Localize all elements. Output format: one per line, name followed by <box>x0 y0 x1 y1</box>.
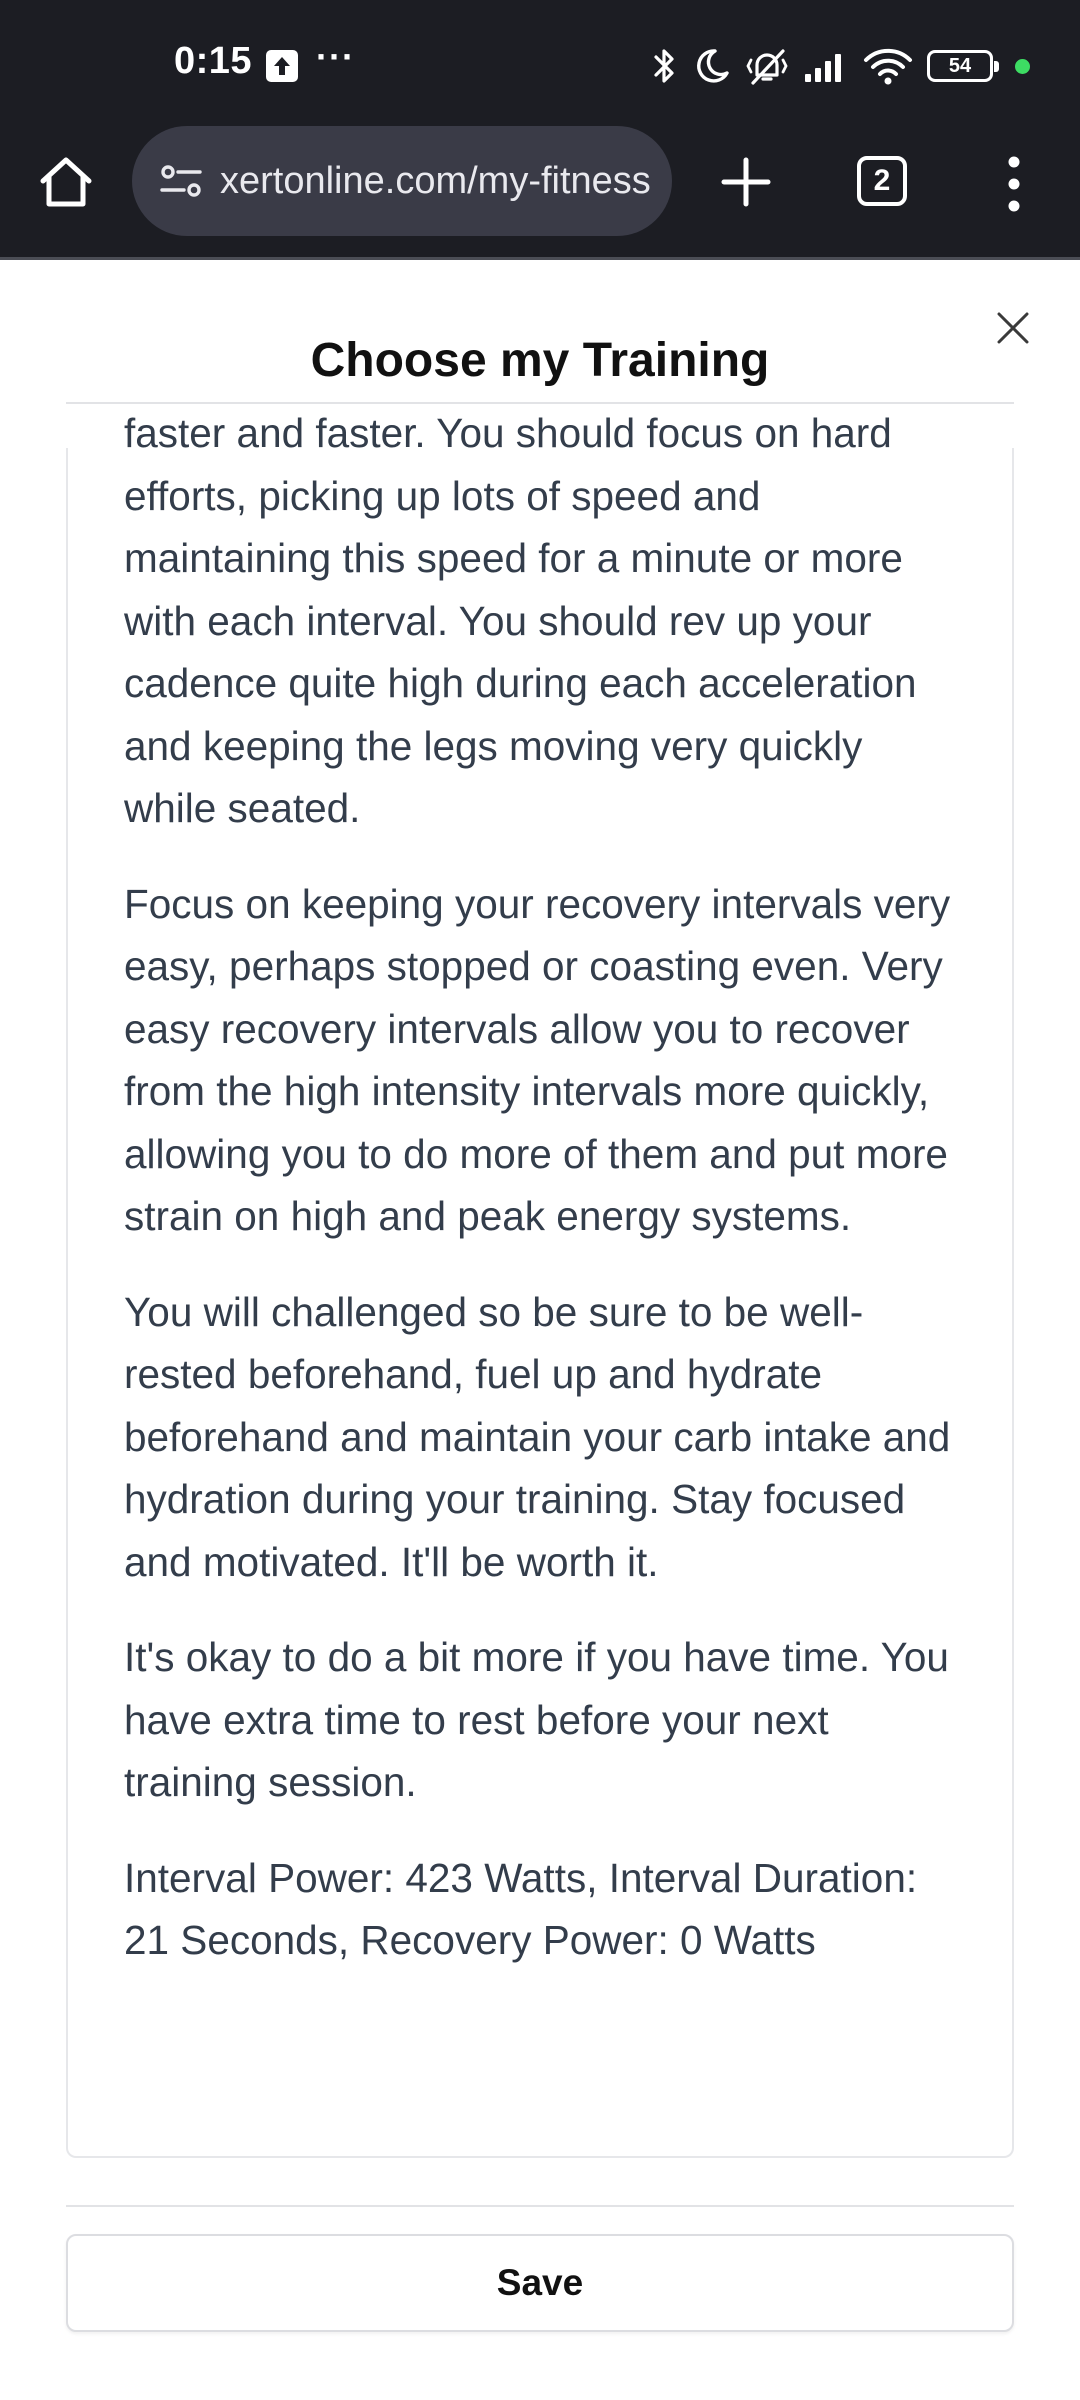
battery-level: 54 <box>948 55 972 77</box>
status-bar <box>0 0 1080 124</box>
moon-icon <box>693 46 731 86</box>
active-dot-icon <box>1015 59 1030 74</box>
status-overflow-dots: ··· <box>316 36 355 77</box>
status-time: 0:15 <box>174 40 253 82</box>
description-paragraph: Focus on keeping your recovery intervals very easy, perhaps stopped or coasting even. Very easy recovery intervals allow you to recover from the high intensity intervals more quickly, allowing you to do more of them and put more strain on high and peak energy systems. <box>124 880 951 1239</box>
training-description <box>124 402 958 2005</box>
footer-divider <box>66 2205 1014 2207</box>
save-button[interactable]: Save <box>66 2234 1014 2332</box>
site-settings-icon[interactable] <box>156 156 206 206</box>
choose-training-modal <box>0 263 1080 2400</box>
url-text[interactable]: xertonline.com/my-fitness <box>220 160 651 202</box>
training-description-scroll[interactable] <box>66 410 1014 2158</box>
description-paragraph: faster and faster. You should focus on hard efforts, picking up lots of speed and maintaining this speed for a minute or more with each interval. You should rev up your cadence quite high during each acceleration and keeping the legs moving very quickly while seated. <box>124 410 917 831</box>
signal-icon <box>803 46 849 86</box>
new-tab-plus-icon[interactable] <box>718 154 774 210</box>
status-icons <box>651 44 1030 88</box>
interval-summary: Interval Power: 423 Watts, Interval Duration: 21 Seconds, Recovery Power: 0 Watts <box>124 1854 918 1963</box>
upload-icon <box>266 50 298 82</box>
mute-vibrate-icon <box>745 46 789 86</box>
tab-switcher-icon[interactable]: 2 <box>857 156 907 206</box>
description-paragraph: It's okay to do a bit more if you have time. You have extra time to rest before your next training session. <box>124 1634 949 1805</box>
overflow-menu-icon[interactable] <box>1000 152 1028 216</box>
description-paragraph: You will challenged so be sure to be well-rested beforehand, fuel up and hydrate beforehand and maintain your carb intake and hydration during your training. Stay focused and motivated. It'll be worth it. <box>124 1288 951 1585</box>
modal-title: Choose my Training <box>310 334 770 387</box>
wifi-icon <box>863 46 913 86</box>
home-icon[interactable] <box>36 152 96 212</box>
browser-toolbar <box>0 124 1080 260</box>
url-bar[interactable] <box>132 126 672 236</box>
bluetooth-icon <box>651 46 679 86</box>
battery-icon <box>927 50 993 82</box>
